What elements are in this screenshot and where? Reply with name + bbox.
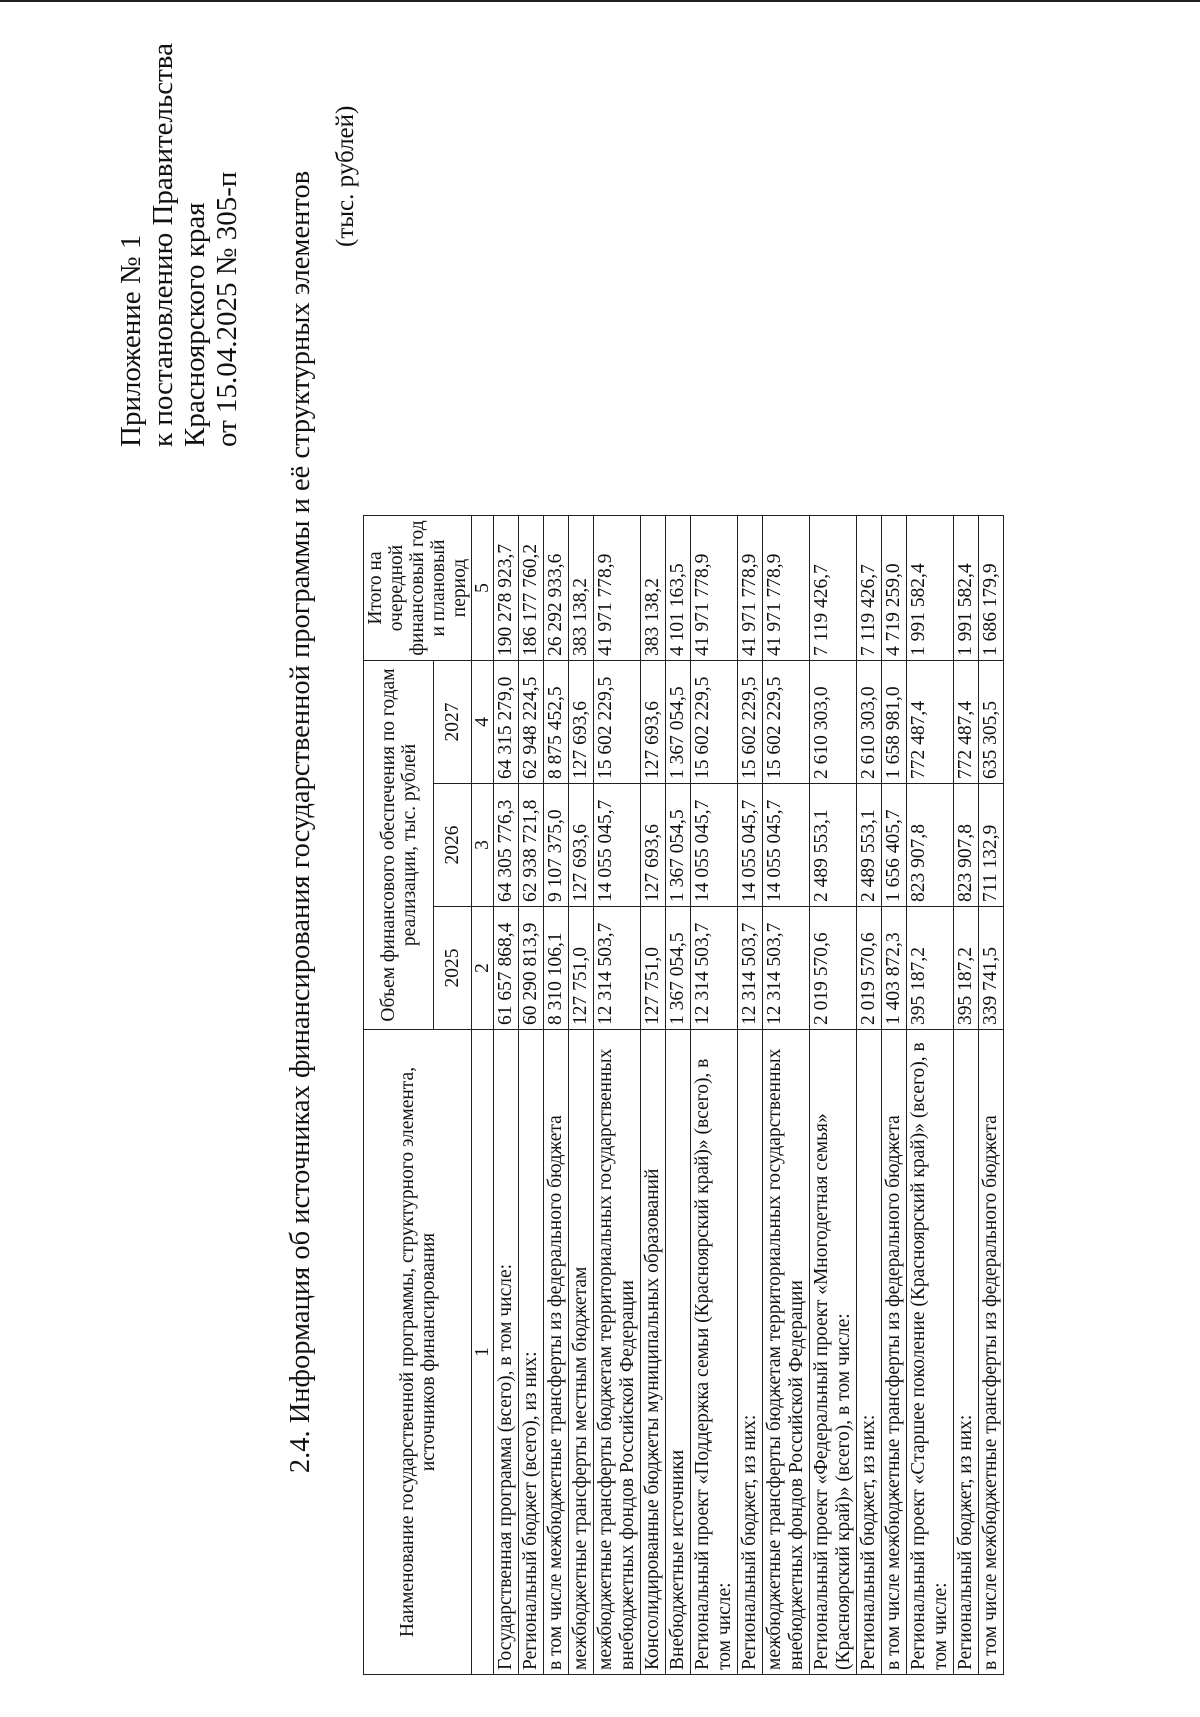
value-total: 41 971 778,9: [594, 516, 641, 661]
section-title: 2.4. Информация об источниках финансирования государственной программы и её структурных элементов: [285, 170, 316, 1474]
appendix-block: [115, 43, 243, 447]
value-total: 7 119 426,7: [810, 516, 857, 661]
value-2026: 823 907,8: [954, 784, 979, 907]
row-name: в том числе межбюджетные трансферты из федерального бюджета: [882, 1030, 907, 1675]
header-year-2025: 2025: [434, 907, 472, 1030]
table-row: [979, 516, 1004, 1675]
value-total: 7 119 426,7: [857, 516, 882, 661]
value-total: 383 138,2: [641, 516, 666, 661]
table-row: [544, 516, 569, 1675]
value-2025: 127 751,0: [569, 907, 594, 1030]
value-2026: 14 055 045,7: [763, 784, 810, 907]
column-number: 3: [472, 784, 494, 907]
value-2025: 12 314 503,7: [738, 907, 763, 1030]
value-2027: 62 948 224,5: [519, 661, 544, 784]
table-row: [691, 516, 738, 1675]
row-name: Региональный бюджет, из них:: [954, 1030, 979, 1675]
appendix-number: Приложение № 1: [115, 234, 147, 447]
value-2027: 15 602 229,5: [691, 661, 738, 784]
value-2025: 60 290 813,9: [519, 907, 544, 1030]
table-row: [907, 516, 954, 1675]
table-row: [882, 516, 907, 1675]
row-name: Региональный проект «Поддержка семьи (Красноярский край)» (всего), в том числе:: [691, 1030, 738, 1675]
value-2027: 772 487,4: [907, 661, 954, 784]
value-2027: 2 610 303,0: [857, 661, 882, 784]
value-total: 26 292 933,6: [544, 516, 569, 661]
header-year-2026: 2026: [434, 784, 472, 907]
row-name: межбюджетные трансферты бюджетам территориальных государственных внебюджетных фондов Российской Федерации: [594, 1030, 641, 1675]
value-total: 4 719 259,0: [882, 516, 907, 661]
value-2026: 14 055 045,7: [738, 784, 763, 907]
value-total: 1 686 179,9: [979, 516, 1004, 661]
value-2026: 1 367 054,5: [666, 784, 691, 907]
value-2025: 1 403 872,3: [882, 907, 907, 1030]
row-name: Региональный проект «Федеральный проект «Многодетная семья» (Красноярский край)» (всего), в том числе:: [810, 1030, 857, 1675]
value-2026: 823 907,8: [907, 784, 954, 907]
value-2025: 12 314 503,7: [763, 907, 810, 1030]
value-total: 186 177 760,2: [519, 516, 544, 661]
value-2027: 1 658 981,0: [882, 661, 907, 784]
table-row: [641, 516, 666, 1675]
value-2027: 15 602 229,5: [763, 661, 810, 784]
value-2027: 64 315 279,0: [494, 661, 519, 784]
appendix-resolution: к постановлению Правительства: [147, 43, 179, 447]
value-2026: 2 489 553,1: [810, 784, 857, 907]
value-2026: 14 055 045,7: [691, 784, 738, 907]
financing-table: [363, 515, 1004, 1675]
value-2027: 15 602 229,5: [738, 661, 763, 784]
value-2027: 127 693,6: [569, 661, 594, 784]
value-2026: 1 656 405,7: [882, 784, 907, 907]
column-number: 5: [472, 516, 494, 661]
row-name: Региональный бюджет (всего), из них:: [519, 1030, 544, 1675]
table-row: [519, 516, 544, 1675]
column-number: 4: [472, 661, 494, 784]
table-row: [594, 516, 641, 1675]
value-2027: 127 693,6: [641, 661, 666, 784]
header-volume: Объем финансового обеспечения по годам реализации, тыс. рублей: [364, 661, 434, 1030]
row-name: Государственная программа (всего), в том числе:: [494, 1030, 519, 1675]
table-row: [569, 516, 594, 1675]
value-2026: 127 693,6: [569, 784, 594, 907]
value-total: 41 971 778,9: [691, 516, 738, 661]
appendix-region: Красноярского края: [179, 202, 211, 447]
row-name: в том числе межбюджетные трансферты из федерального бюджета: [544, 1030, 569, 1675]
header-name: Наименование государственной программы, структурного элемента, источников финансирования: [364, 1030, 472, 1675]
row-name: Внебюджетные источники: [666, 1030, 691, 1675]
table-row: [763, 516, 810, 1675]
value-2025: 2 019 570,6: [810, 907, 857, 1030]
value-total: 190 278 923,7: [494, 516, 519, 661]
table-row: [954, 516, 979, 1675]
column-number: 2: [472, 907, 494, 1030]
value-2026: 711 132,9: [979, 784, 1004, 907]
unit-note: (тыс. рублей): [332, 105, 359, 247]
table-row: [494, 516, 519, 1675]
value-2025: 12 314 503,7: [691, 907, 738, 1030]
row-name: Региональный бюджет, из них:: [857, 1030, 882, 1675]
value-2025: 2 019 570,6: [857, 907, 882, 1030]
header-year-2027: 2027: [434, 661, 472, 784]
row-name: межбюджетные трансферты бюджетам территориальных государственных внебюджетных фондов Российской Федерации: [763, 1030, 810, 1675]
value-2025: 127 751,0: [641, 907, 666, 1030]
value-total: 4 101 163,5: [666, 516, 691, 661]
column-number: 1: [472, 1030, 494, 1675]
value-total: 1 991 582,4: [907, 516, 954, 661]
value-2025: 61 657 868,4: [494, 907, 519, 1030]
row-name: Региональный бюджет, из них:: [738, 1030, 763, 1675]
value-2027: 15 602 229,5: [594, 661, 641, 784]
table-row: [738, 516, 763, 1675]
row-name: в том числе межбюджетные трансферты из федерального бюджета: [979, 1030, 1004, 1675]
value-2027: 772 487,4: [954, 661, 979, 784]
value-total: 383 138,2: [569, 516, 594, 661]
appendix-date: от 15.04.2025 № 305-п: [211, 171, 243, 447]
value-2025: 395 187,2: [907, 907, 954, 1030]
value-2026: 127 693,6: [641, 784, 666, 907]
value-2027: 1 367 054,5: [666, 661, 691, 784]
value-2027: 2 610 303,0: [810, 661, 857, 784]
value-total: 41 971 778,9: [738, 516, 763, 661]
value-2026: 9 107 375,0: [544, 784, 569, 907]
row-name: Консолидированные бюджеты муниципальных образований: [641, 1030, 666, 1675]
table-row: [666, 516, 691, 1675]
table-row: [810, 516, 857, 1675]
value-2025: 339 741,5: [979, 907, 1004, 1030]
value-total: 1 991 582,4: [954, 516, 979, 661]
value-2027: 8 875 452,5: [544, 661, 569, 784]
value-2025: 1 367 054,5: [666, 907, 691, 1030]
row-name: Региональный проект «Старшее поколение (Красноярский край)» (всего), в том числе:: [907, 1030, 954, 1675]
value-2025: 8 310 106,1: [544, 907, 569, 1030]
table-row: [857, 516, 882, 1675]
value-2025: 395 187,2: [954, 907, 979, 1030]
value-2026: 2 489 553,1: [857, 784, 882, 907]
value-2026: 14 055 045,7: [594, 784, 641, 907]
header-total: Итого на очередной финансовый год и плановый период: [364, 516, 472, 661]
value-2027: 635 305,5: [979, 661, 1004, 784]
value-2025: 12 314 503,7: [594, 907, 641, 1030]
value-2026: 62 938 721,8: [519, 784, 544, 907]
row-name: межбюджетные трансферты местным бюджетам: [569, 1030, 594, 1675]
value-2026: 64 305 776,3: [494, 784, 519, 907]
value-total: 41 971 778,9: [763, 516, 810, 661]
